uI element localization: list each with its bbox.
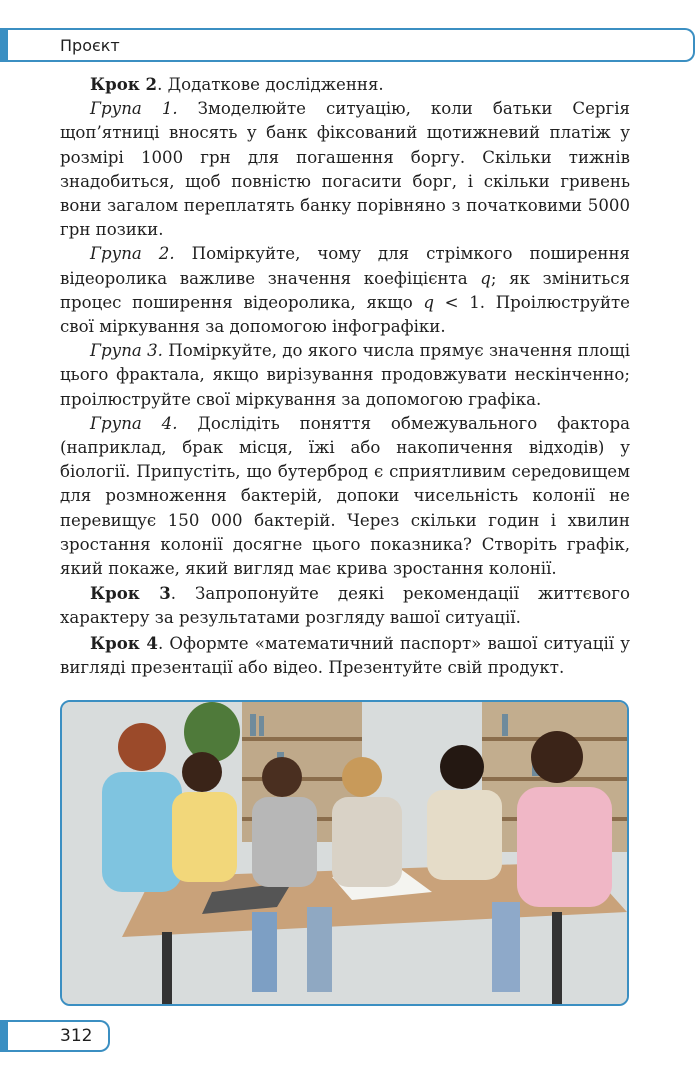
header-title: Проєкт <box>60 36 120 55</box>
step-4-text: . Оформте «математичний паспорт» вашої ситуації у вигляді презентації або відео. Презентуйте свій продукт. <box>60 633 630 677</box>
group-2-text-b: ; як зміниться процес поширення відеоролика, якщо <box>60 268 630 312</box>
students-illustration <box>62 702 627 1004</box>
page-number: 312 <box>60 1026 93 1046</box>
step-2-paragraph <box>60 72 630 97</box>
page-header <box>0 28 695 62</box>
group-1-paragraph <box>60 97 630 242</box>
group-2-label: Група 2. <box>90 244 175 264</box>
header-accent-bar <box>0 30 8 60</box>
step-2-text: . Додаткове дослідження. <box>157 75 384 94</box>
group-1-label: Група 1. <box>90 99 178 119</box>
students-photo <box>60 700 629 1006</box>
group-3-text: Поміркуйте, до якого числа прямує значення площі цього фрактала, якщо вирізування продовжувати нескінченно; проілюструйте свої міркування за допомогою графіка. <box>60 341 630 409</box>
page-number-accent-bar <box>0 1022 8 1050</box>
main-text <box>60 72 630 680</box>
step-3-text: . Запропонуйте деякі рекомендації життєвого характеру за результатами розгляду вашої ситуації. <box>60 584 630 628</box>
plant <box>184 702 240 762</box>
group-3-paragraph <box>60 339 630 412</box>
group-2-paragraph <box>60 242 630 339</box>
group-1-text: Змоделюйте ситуацію, коли батьки Сергія щоп’ятниці вносять у банк фіксований щотижневий платіж у розмірі 1000 грн для погашення боргу. Скільки тижнів знадобиться, щоб повністю погасити борг, і скільки гривень вони загалом переплатять банку порівняно з початковими 5000 грн позики. <box>60 99 630 240</box>
step-3-label: Крок 3 <box>90 583 171 604</box>
group-2-text-c: < 1. Проілюструйте свої міркування за допомогою інфографіки. <box>60 292 631 337</box>
step-3-paragraph <box>60 581 630 630</box>
group-4-label: Група 4. <box>90 413 178 433</box>
page-number-box <box>0 1020 110 1052</box>
step-4-label: Крок 4 <box>90 632 158 653</box>
variable-q: q <box>480 268 491 288</box>
group-3-label: Група 3. <box>90 341 163 361</box>
variable-q-2: q <box>423 292 434 312</box>
step-2-label: Крок 2 <box>90 74 158 94</box>
step-4-paragraph <box>60 631 630 680</box>
group-2-text-a: Поміркуйте, чому для стрімкого поширення відеоролика важливе значення коефіцієнта <box>60 244 631 288</box>
group-4-text: Дослідіть поняття обмежувального фактора (наприклад, брак місця, їжі або накопичення відходів) у біології. Припустіть, що бутерброд є сприятливим середовищем для розмноження бактерій, допоки чисельність колонії не перевищує 150 000 бактерій. Через скільки годин і хвилин зростання колонії досягне цього показника? Створіть графік, який покаже, який вигляд має крива зростання колонії. <box>60 413 631 579</box>
group-4-paragraph <box>60 412 630 581</box>
